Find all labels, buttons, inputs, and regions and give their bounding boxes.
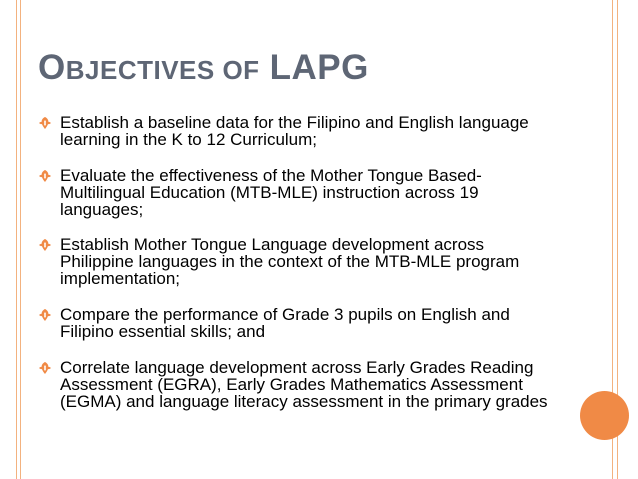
leaf-ornament-bullet-icon <box>38 169 52 183</box>
bullet-item <box>38 167 558 218</box>
bullet-text: Establish Mother Tongue Language development across Philippine languages in the context of the MTB-MLE program implementation; <box>60 235 520 288</box>
bullet-text: Compare the performance of Grade 3 pupils on English and Filipino essential skills; and <box>60 305 510 341</box>
bullet-item <box>38 306 558 340</box>
title-initial: O <box>38 48 66 87</box>
leaf-ornament-bullet-icon <box>38 308 52 322</box>
frame-line-left-inner <box>20 0 21 479</box>
leaf-ornament-bullet-icon <box>38 116 52 130</box>
bullet-item <box>38 236 558 287</box>
bullet-list <box>38 114 558 429</box>
decorative-orange-circle <box>580 391 629 440</box>
leaf-ornament-bullet-icon <box>38 238 52 252</box>
bullet-text: Establish a baseline data for the Filipino and English language learning in the K to 12 Curriculum; <box>60 113 529 149</box>
bullet-text: Correlate language development across Early Grades Reading Assessment (EGRA), Early Grades Mathematics Assessment (EGMA) and language literacy assessment in the primary grades <box>60 358 548 411</box>
bullet-text: Evaluate the effectiveness of the Mother Tongue Based-Multilingual Education (MTB-MLE) instruction across 19 languages; <box>60 166 482 219</box>
leaf-ornament-bullet-icon <box>38 361 52 375</box>
title-small-caps: BJECTIVES OF <box>65 55 260 85</box>
bullet-item <box>38 359 558 410</box>
frame-line-left-outer <box>16 0 17 479</box>
title-acronym: LAPG <box>269 48 369 87</box>
bullet-item <box>38 114 558 148</box>
slide-title <box>38 48 369 90</box>
